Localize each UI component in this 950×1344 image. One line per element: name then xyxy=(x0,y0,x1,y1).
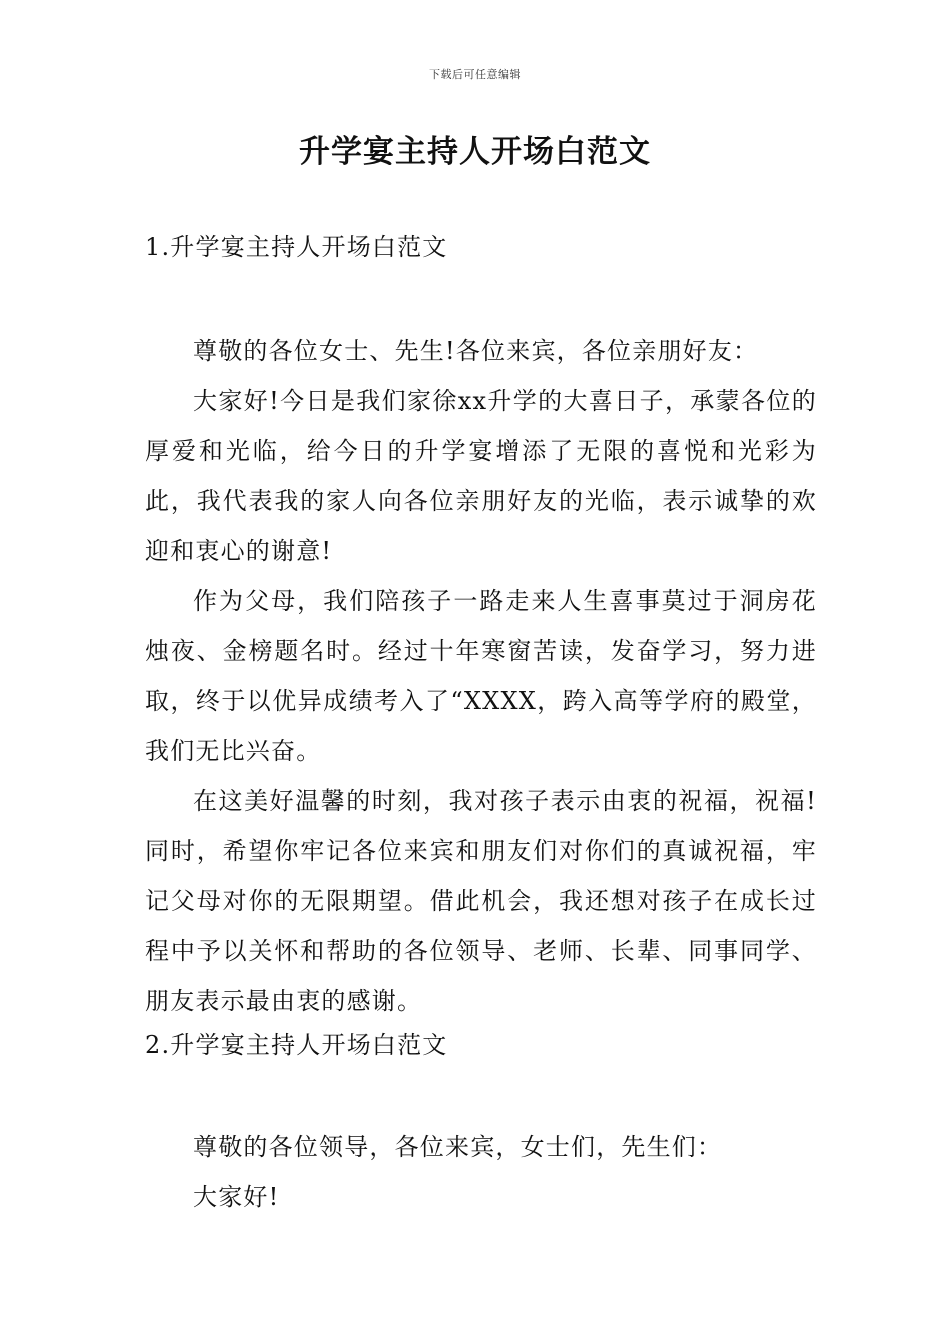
section-2-heading-block xyxy=(145,1020,817,1070)
header-note: 下载后可任意编辑 xyxy=(429,68,521,81)
paragraph: 大家好!今日是我们家徐xx升学的大喜日子，承蒙各位的厚爱和光临，给今日的升学宴增添了无限的喜悦和光彩为此，我代表我的家人向各位亲朋好友的光临，表示诚挚的欢迎和衷心的谢意! xyxy=(145,387,817,565)
section-1-heading-block xyxy=(145,222,817,272)
paragraph: 大家好! xyxy=(193,1183,280,1211)
section-heading: 2.升学宴主持人开场白范文 xyxy=(145,1031,448,1059)
paragraph: 尊敬的各位领导，各位来宾，女士们，先生们： xyxy=(193,1133,723,1161)
section-2-body xyxy=(145,1122,817,1222)
document-title: 升学宴主持人开场白范文 xyxy=(299,134,651,170)
paragraph: 作为父母，我们陪孩子一路走来人生喜事莫过于洞房花烛夜、金榜题名时。经过十年寒窗苦读，发奋学习，努力进取，终于以优异成绩考入了“XXXX，跨入高等学府的殿堂，我们无比兴奋。 xyxy=(145,587,817,765)
section-1-body xyxy=(145,326,817,1026)
section-heading: 1.升学宴主持人开场白范文 xyxy=(145,233,448,261)
paragraph: 在这美好温馨的时刻，我对孩子表示由衷的祝福，祝福!同时，希望你牢记各位来宾和朋友们对你们的真诚祝福，牢记父母对你的无限期望。借此机会，我还想对孩子在成长过程中予以关怀和帮助的各位领导、老师、长辈、同事同学、朋友表示最由衷的感谢。 xyxy=(145,787,817,1015)
paragraph: 尊敬的各位女士、先生!各位来宾，各位亲朋好友： xyxy=(193,337,759,365)
